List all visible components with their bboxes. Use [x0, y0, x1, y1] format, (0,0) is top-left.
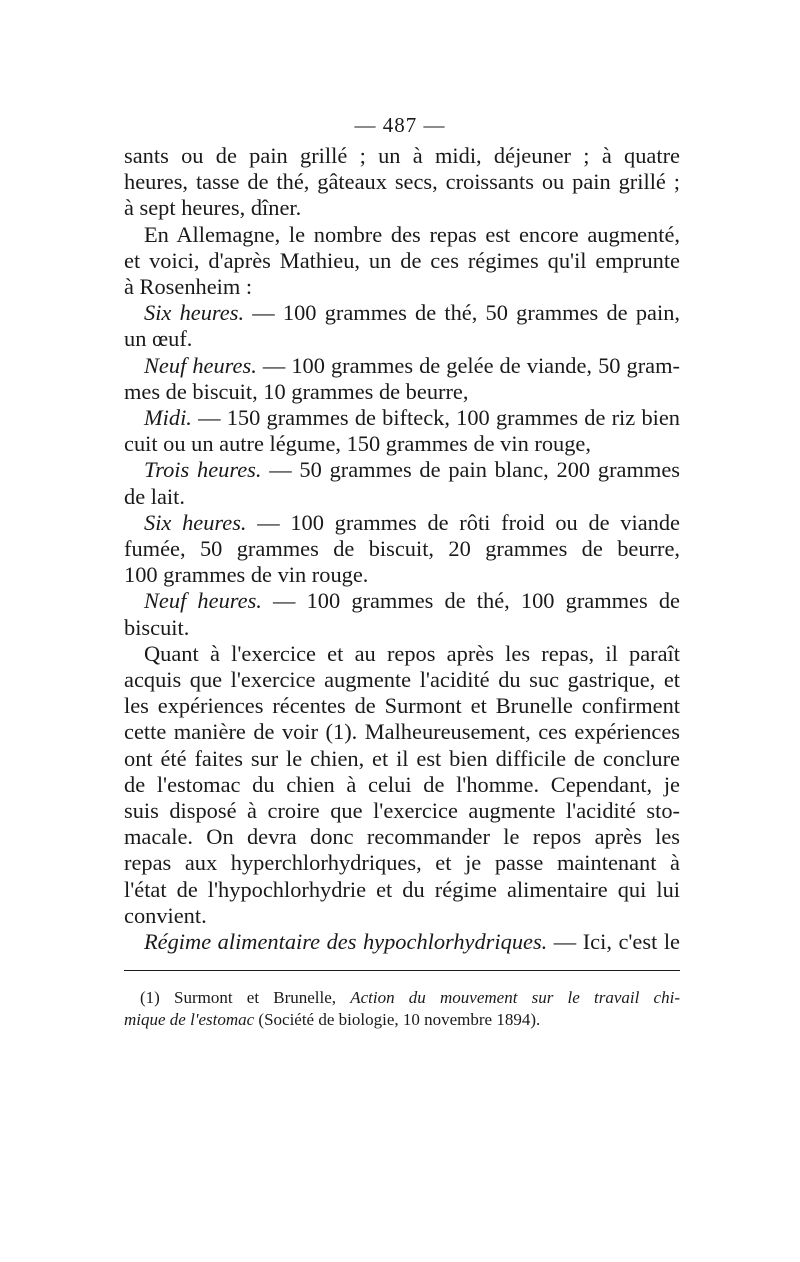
text-line: cuit ou un autre légume, 150 grammes de vin rouge, [124, 431, 591, 457]
footnote-line [124, 987, 680, 1009]
text-line: fumée, 50 grammes de biscuit, 20 grammes de beurre, [124, 536, 680, 562]
text-span: — 100 grammes de gelée de viande, 50 gram- [256, 352, 680, 378]
text-line: l'état de l'hypochlorhydrie et du régime alimentaire qui lui [124, 876, 680, 902]
body-text [124, 143, 680, 955]
text-line [124, 405, 680, 431]
text-line: biscuit. [124, 614, 190, 640]
text-line: de lait. [124, 483, 185, 509]
text-line: sants ou de pain grillé ; un à midi, déjeuner ; à quatre [124, 143, 680, 168]
text-line: acquis que l'exercice augmente l'acidité du suc gastrique, et [124, 667, 680, 693]
text-line: cette manière de voir (1). Malheureusement, ces expériences [124, 719, 680, 745]
text-line [124, 457, 680, 483]
text-span: — Ici, c'est le [547, 929, 680, 955]
text-line [124, 353, 680, 379]
time-heading: Six heures. [144, 509, 247, 535]
text-line: 100 grammes de vin rouge. [124, 562, 369, 588]
text-line: macale. On devra donc recommander le repos après les [124, 824, 680, 850]
page-number: — 487 — [354, 113, 446, 137]
text-line: mes de biscuit, 10 grammes de beurre, [124, 378, 469, 404]
footnote-title: Action du mouvement sur le travail chi- [350, 988, 680, 1007]
footnote-text: (1) Surmont et Brunelle, [140, 988, 351, 1007]
text-line: repas aux hyperchlorhydriques, et je passe maintenant à [124, 850, 680, 876]
text-span: — 100 grammes de thé, 100 grammes de [261, 588, 680, 614]
text-line: Quant à l'exercice et au repos après les repas, il paraît [144, 640, 680, 666]
text-line: de l'estomac du chien à celui de l'homme. Cependant, je [124, 771, 680, 797]
text-line [124, 510, 680, 536]
text-line: à Rosenheim : [124, 274, 253, 300]
time-heading: Trois heures. [144, 457, 262, 483]
text-line [124, 300, 680, 326]
text-line: convient. [124, 902, 207, 928]
footnote-title: mique de l'estomac [124, 1010, 255, 1029]
text-line [124, 588, 680, 614]
text-line: suis disposé à croire que l'exercice augmente l'acidité sto- [124, 798, 680, 824]
time-heading: Midi. [144, 405, 192, 431]
text-span: — 100 grammes de thé, 50 grammes de pain, [244, 300, 680, 326]
text-line: à sept heures, dîner. [124, 195, 302, 221]
text-line [124, 929, 680, 955]
text-span: — 100 grammes de rôti froid ou de viande [246, 509, 680, 535]
text-span: — 50 grammes de pain blanc, 200 grammes [261, 457, 680, 483]
text-line: heures, tasse de thé, gâteaux secs, croissants ou pain grillé ; [124, 169, 680, 195]
text-line: les expériences récentes de Surmont et Brunelle confirment [124, 693, 680, 719]
footnote-divider [124, 970, 680, 971]
footnote [124, 987, 680, 1031]
section-heading: Régime alimentaire des hypochlorhydriques. [144, 929, 548, 955]
footnote-text: (Société de biologie, 10 novembre 1894). [254, 1010, 541, 1029]
footnote-line [124, 1009, 680, 1031]
time-heading: Six heures. [144, 300, 245, 326]
text-line: et voici, d'après Mathieu, un de ces régimes qu'il emprunte [124, 247, 680, 273]
text-line: ont été faites sur le chien, et il est bien difficile de conclure [124, 745, 680, 771]
time-heading: Neuf heures. [144, 588, 262, 614]
text-line: En Allemagne, le nombre des repas est encore augmenté, [144, 221, 680, 247]
time-heading: Neuf heures. [144, 352, 257, 378]
text-line: un œuf. [124, 326, 193, 352]
text-span: — 150 grammes de bifteck, 100 grammes de riz bien [191, 405, 680, 431]
